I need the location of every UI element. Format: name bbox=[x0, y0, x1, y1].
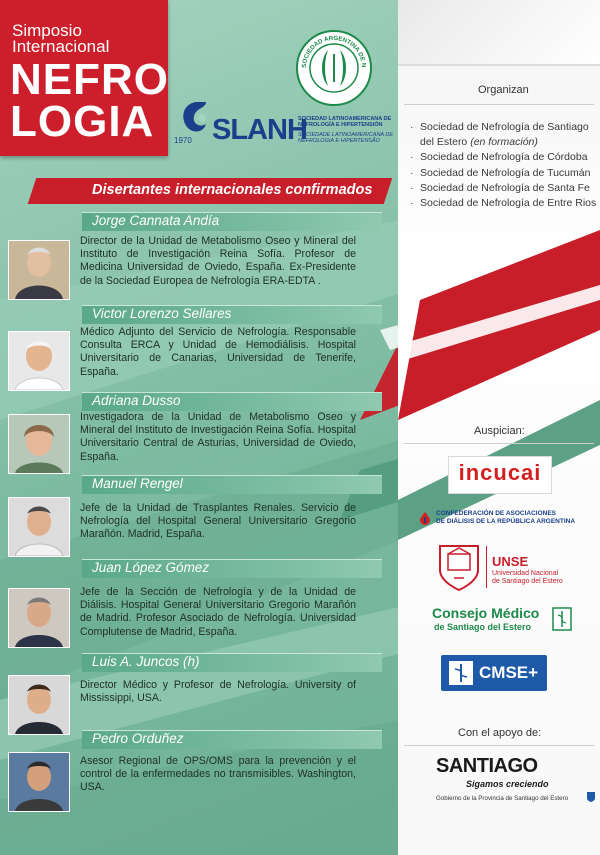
consejo-title: Consejo Médico bbox=[432, 605, 540, 621]
organizer-name: Sociedad de Nefrología de Tucumán bbox=[420, 166, 591, 179]
title-box bbox=[0, 0, 168, 156]
unse-title: UNSE bbox=[492, 554, 529, 569]
confed-logo bbox=[418, 509, 598, 529]
cmse-plus-logo bbox=[441, 655, 547, 691]
divider bbox=[404, 745, 594, 746]
portrait-icon bbox=[9, 753, 69, 811]
speaker-photo bbox=[8, 752, 70, 812]
santiago-slogan: Sigamos creciendo bbox=[466, 779, 549, 789]
support-heading: Con el apoyo de: bbox=[458, 727, 542, 739]
organizer-item bbox=[408, 196, 598, 211]
speaker-bio: Médico Adjunto del Servicio de Nefrología. Responsable Consulta ERCA y Unidad de Hemodiálisis. Hospital Universitario de Canarias, Universidad de Tenerife, España. bbox=[80, 326, 356, 378]
organizer-item bbox=[408, 120, 598, 150]
speaker-bio: Asesor Regional de OPS/OMS para la prevención y el control de la enfermedades no transmisibles. Washington, USA. bbox=[80, 755, 356, 794]
confed-line1: CONFEDERACIÓN DE ASOCIACIONES bbox=[436, 510, 557, 517]
speaker-photo bbox=[8, 240, 70, 300]
speaker-name: Adriana Dusso bbox=[92, 393, 181, 408]
title-line1: Simposio bbox=[12, 21, 82, 40]
organizers-heading: Organizan bbox=[478, 84, 529, 96]
organizer-item bbox=[408, 181, 598, 196]
organizer-name: Sociedad de Nefrología de Entre Rios bbox=[420, 197, 597, 210]
santiago-gobierno: Gobierno de la Provincia de Santiago del Estero bbox=[436, 795, 569, 802]
speaker-bio: Director Médico y Profesor de Nefrología. University of Mississippi, USA. bbox=[80, 679, 356, 705]
organizer-name: Sociedad de Nefrología de Córdoba bbox=[420, 151, 588, 164]
portrait-icon bbox=[9, 332, 69, 390]
consejo-medico-logo bbox=[432, 605, 592, 635]
speaker-bio: Jefe de la Unidad de Trasplantes Renales. Servicio de Nefrología del Hospital General Universitario Gregorio Marañón. Madrid, España. bbox=[80, 502, 356, 541]
slanh-kidney-icon bbox=[176, 98, 216, 138]
divider bbox=[404, 104, 594, 105]
caduceus-icon bbox=[552, 607, 572, 631]
unse-sub2: de Santiago del Estero bbox=[492, 578, 563, 585]
organizer-note: (en formación) bbox=[470, 136, 538, 149]
santiago-title: SANTIAGO bbox=[436, 755, 538, 777]
cmse-plus-text: CMSE+ bbox=[479, 663, 539, 682]
unse-logo bbox=[434, 540, 594, 592]
organizer-name: Sociedad de Nefrología de Santa Fe bbox=[420, 181, 590, 194]
slanh-subtitle-es: SOCIEDAD LATINOAMERICANA DE NEFROLOGÍA E HIPERTENSIÓN bbox=[298, 116, 392, 128]
portrait-icon bbox=[9, 415, 69, 473]
speaker-bio: Investigadora de la Unidad de Metabolismo Oseo y Mineral del Instituto de Investigación Reina Sofía. Hospital Universitario Central de Asturias, Universidad de Oviedo, España. bbox=[80, 411, 356, 463]
title-logia: LOGIA bbox=[10, 97, 155, 146]
slanh-acronym: SLANH bbox=[212, 114, 307, 146]
speaker-name: Juan López Gómez bbox=[92, 560, 210, 575]
sana-arc-text: SOCIEDAD ARGENTINA DE N bbox=[300, 34, 368, 69]
divider bbox=[404, 443, 594, 444]
confed-line2: DE DIÁLISIS DE LA REPÚBLICA ARGENTINA bbox=[436, 518, 576, 525]
slanh-logo bbox=[172, 96, 402, 156]
portrait-icon bbox=[9, 676, 69, 734]
santiago-logo bbox=[436, 755, 596, 815]
speaker-name: Jorge Cannata Andía bbox=[92, 213, 220, 228]
title-line2: Internacional bbox=[12, 37, 110, 56]
unse-sub1: Universidad Nacional bbox=[492, 570, 559, 577]
organizer-name: Sociedad de Nefrología de Santiago del Estero bbox=[420, 121, 589, 149]
speaker-photo bbox=[8, 331, 70, 391]
consejo-subtitle: de Santiago del Estero bbox=[434, 622, 532, 632]
slanh-year: 1970 bbox=[174, 136, 192, 145]
unse-crest-icon bbox=[434, 540, 484, 592]
sponsors-heading: Auspician: bbox=[474, 425, 525, 437]
portrait-icon bbox=[9, 241, 69, 299]
cmse-emblem-icon bbox=[447, 659, 475, 687]
organizer-item bbox=[408, 166, 598, 181]
portrait-icon bbox=[9, 498, 69, 556]
incucai-logo bbox=[448, 456, 552, 494]
speaker-name: Luis A. Juncos (h) bbox=[92, 654, 200, 669]
speaker-bio: Jefe de la Sección de Nefrología y de la Unidad de Diálisis. Hospital General Universitario Gregorio Marañón de Madrid. Profesor Asociado de Nefrología. Universidad Complutense de Madrid, España. bbox=[80, 586, 356, 638]
speaker-name: Victor Lorenzo Sellares bbox=[92, 306, 232, 321]
incucai-text: incucai bbox=[458, 460, 542, 485]
speaker-photo bbox=[8, 588, 70, 648]
portrait-icon bbox=[9, 589, 69, 647]
speaker-photo bbox=[8, 497, 70, 557]
speaker-bio: Director de la Unidad de Metabolismo Oseo y Mineral del Instituto de Investigación Reina Sofía. Profesor de Medicina Universidad de Oviedo, España. Ex-Presidente de la Sociedad Europea de Nefrología ERA-EDTA . bbox=[80, 235, 356, 287]
slanh-subtitle-pt: SOCIEDADE LATINOAMERICANA DE NEFROLOGIA E HIPERTENSÃO bbox=[298, 132, 394, 144]
organizer-item bbox=[408, 150, 598, 165]
speaker-photo bbox=[8, 675, 70, 735]
organizers-list bbox=[408, 120, 598, 211]
speaker-photo bbox=[8, 414, 70, 474]
speaker-name: Pedro Orduñez bbox=[92, 731, 184, 746]
title-nefro: NEFRO bbox=[10, 55, 169, 104]
speakers-banner: Disertantes internacionales confirmados bbox=[92, 182, 373, 198]
unse-divider bbox=[486, 546, 487, 588]
speaker-name: Manuel Rengel bbox=[92, 476, 183, 491]
confed-drop-icon bbox=[418, 511, 432, 525]
province-shield-icon bbox=[586, 791, 596, 803]
